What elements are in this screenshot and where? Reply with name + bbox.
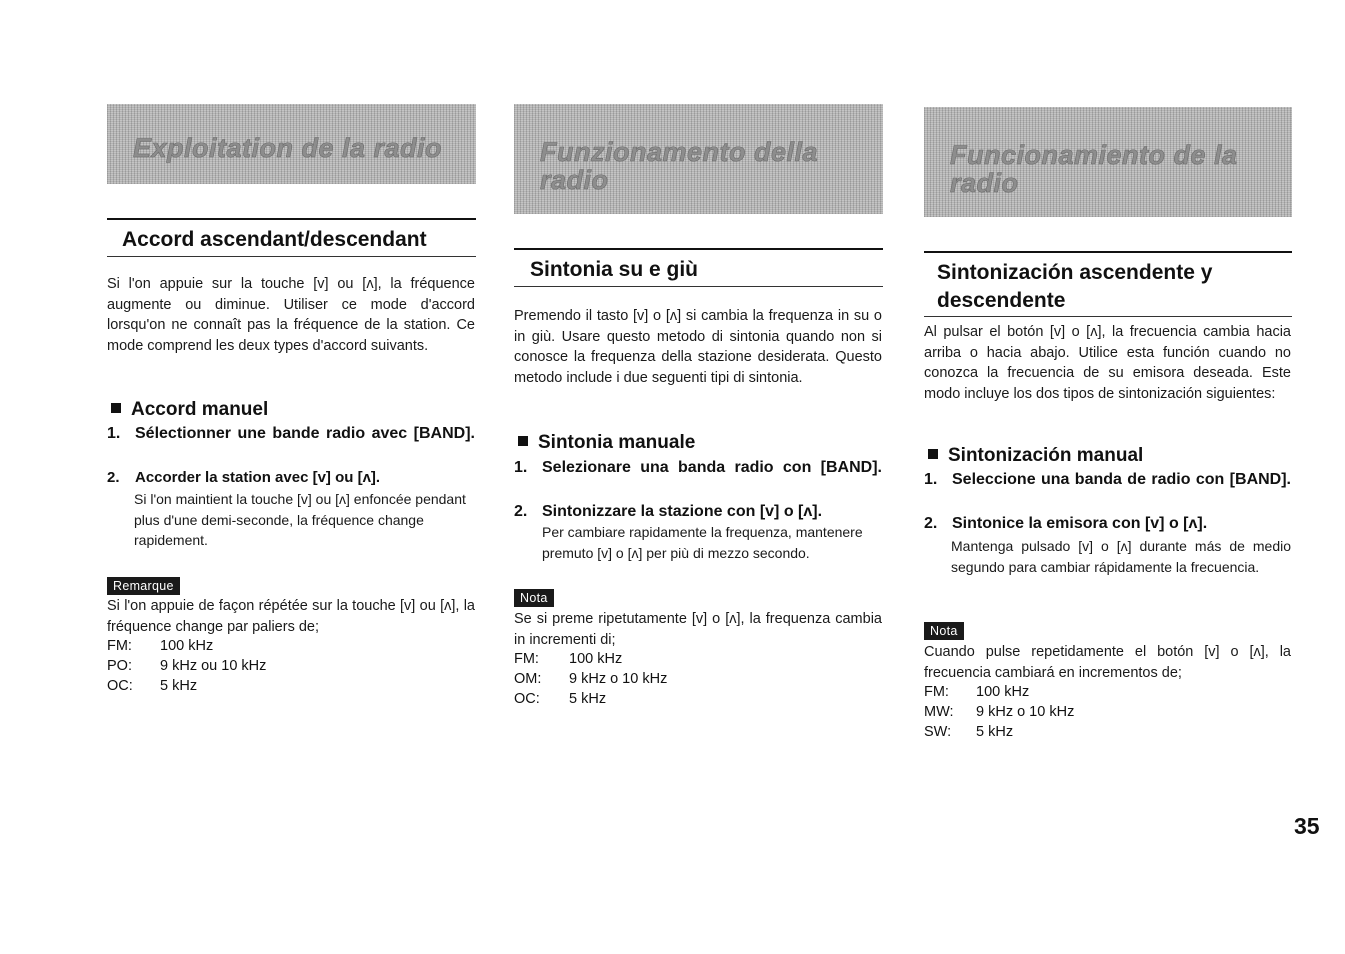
italian-band-label: OM: [514,671,542,687]
french-step-1 [107,424,475,464]
spanish-step-2-desc: Mantenga pulsado [v] o [ʌ] durante más de medio segundo para cambiar rápidamente la frecuencia. [951,538,1291,575]
spanish-band-label: MW: [924,704,954,720]
spanish-band-row [924,722,1224,743]
french-band-step: 9 kHz ou 10 kHz [160,658,267,674]
french-note-badge: Remarque [107,577,180,595]
italian-band-row [514,649,814,670]
italian-band-step: 100 kHz [569,651,623,667]
french-band-label: PO: [107,658,132,674]
spanish-step-2-text: Sintonice la emisora con [v] o [ʌ]. [952,515,1208,532]
spanish-subtitle-text: Sintonización manual [948,445,1144,466]
spanish-band-row [924,682,1224,703]
spanish-banner-title: Funcionamiento de la radio [950,140,1238,198]
french-step-2 [107,468,475,488]
french-subtitle-text: Accord manuel [131,399,269,420]
spanish-step-1 [924,470,1291,510]
french-band-row [107,656,407,677]
spanish-step-1-number: 1. [924,471,938,488]
french-step-2-number: 2. [107,469,120,486]
italian-step-2-desc: Per cambiare rapidamente la frequenza, mantenere premuto [v] o [ʌ] per più di mezzo secondo. [542,524,863,561]
italian-step-1-text: Selezionare una banda radio con [BAND]. [542,459,882,476]
french-band-step: 5 kHz [160,678,198,694]
italian-subtitle-text: Sintonia manuale [538,432,696,453]
spanish-step-1-text: Seleccione una banda de radio con [BAND]. [952,471,1291,488]
spanish-note-text: Cuando pulse repetidamente el botón [v] o [ʌ], la frecuencia cambiará en incrementos de; [924,644,1291,681]
spanish-intro: Al pulsar el botón [v] o [ʌ], la frecuencia cambia hacia arriba o hacia abajo. Utilice esta función cuando no conozca la frecuencia de su emisora deseada. Este modo incluye los dos tipos de sintonización siguientes: [924,324,1291,402]
italian-band-label: OC: [514,691,540,707]
french-note-text: Si l'on appuie de façon répétée sur la touche [v] ou [ʌ], la fréquence change par paliers de; [107,598,475,635]
italian-banner-title: Funzionamento della radio [540,137,819,195]
french-band-label: OC: [107,678,133,694]
spanish-band-step: 9 kHz o 10 kHz [976,704,1075,720]
french-step-1-text: Sélectionner une bande radio avec [BAND]. [135,425,475,442]
italian-title-underline [514,286,883,287]
italian-band-label: FM: [514,651,539,667]
italian-band-step: 5 kHz [569,691,607,707]
spanish-banner [924,107,1292,217]
french-band-label: FM: [107,638,132,654]
french-band-row [107,636,407,657]
italian-banner [514,104,883,214]
italian-step-2-number: 2. [514,503,528,520]
spanish-rule [924,251,1292,253]
italian-step-2 [514,502,882,522]
italian-intro: Premendo il tasto [v] o [ʌ] si cambia la frequenza in su o in giù. Usare questo metodo di sintonia quando non si conosce la frequenza della stazione desiderata. Questo metodo include i due seguenti tipi di sintonia. [514,308,882,386]
french-intro: Si l'on appuie sur la touche [v] ou [ʌ], la fréquence augmente ou diminue. Utiliser ce mode d'accord lorsqu'on ne connaît pas la fréquence de la station. Ce mode comprend les deux types d'accord suivants. [107,276,475,354]
spanish-band-row [924,702,1224,723]
spanish-band-label: SW: [924,724,952,740]
french-step-2-text: Accorder la station avec [v] ou [ʌ]. [135,469,381,486]
spanish-step-2-number: 2. [924,515,938,532]
french-band-row [107,676,407,697]
spanish-title-underline [924,316,1292,317]
italian-step-2-text: Sintonizzare la stazione con [v] o [ʌ]. [542,503,823,520]
spanish-band-step: 100 kHz [976,684,1030,700]
page-number: 35 [1294,813,1320,839]
spanish-subtitle [928,445,1288,467]
french-banner [107,104,476,184]
french-subtitle [111,399,471,421]
italian-rule [514,248,883,250]
italian-step-1 [514,458,882,498]
french-title-underline [107,256,476,257]
french-step-2-desc: Si l'on maintient la touche [v] ou [ʌ] enfoncée pendant plus d'une demi-seconde, la fréquence change rapidement. [134,491,466,548]
spanish-band-label: FM: [924,684,949,700]
spanish-band-step: 5 kHz [976,724,1014,740]
square-bullet-icon [111,403,121,413]
spanish-step-2 [924,514,1291,534]
french-section-title: Accord ascendant/descendant [122,228,427,251]
italian-note-badge: Nota [514,589,554,607]
italian-band-row [514,689,814,710]
italian-band-row [514,669,814,690]
french-step-1-number: 1. [107,425,121,442]
square-bullet-icon [518,436,528,446]
square-bullet-icon [928,449,938,459]
french-band-step: 100 kHz [160,638,214,654]
italian-subtitle [518,432,878,454]
italian-band-step: 9 kHz o 10 kHz [569,671,668,687]
french-rule [107,218,476,220]
italian-note-text: Se si preme ripetutamente [v] o [ʌ], la frequenza cambia in incrementi di; [514,611,882,648]
italian-step-1-number: 1. [514,459,528,476]
spanish-note-badge: Nota [924,622,964,640]
french-banner-title: Exploitation de la radio [133,133,443,163]
italian-section-title: Sintonia su e giù [530,258,699,281]
spanish-section-title: Sintonización ascendente y descendente [937,261,1213,312]
